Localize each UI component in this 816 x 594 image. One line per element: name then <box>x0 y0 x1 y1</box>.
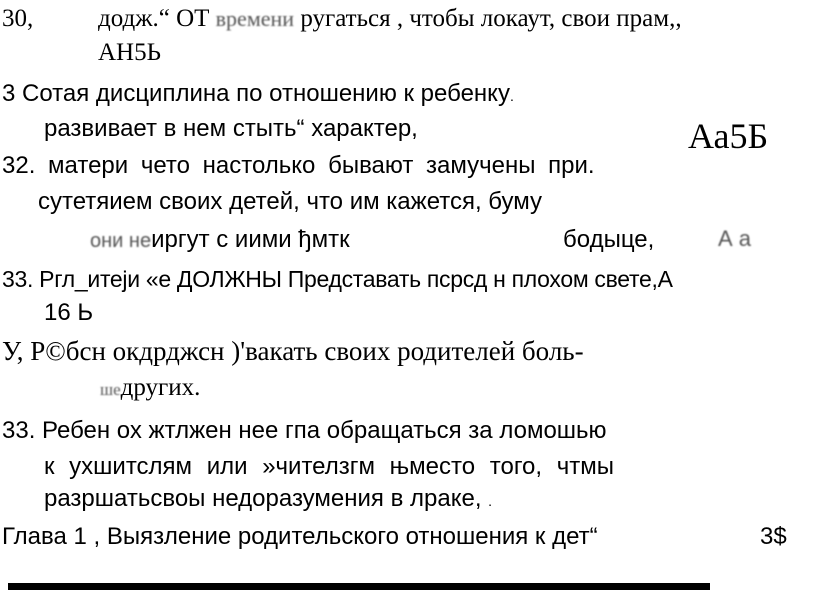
bottom-rule <box>8 583 710 590</box>
item-33b-line3-mark: . <box>488 493 493 509</box>
item-3-line2: развивает в нем стыть“ характер, <box>44 115 418 142</box>
item-30-pre: додж.“ ОТ <box>98 5 210 32</box>
item-33b-line3 <box>44 487 492 511</box>
item-30-blurred-word: времени <box>215 6 295 31</box>
item-u-line2 <box>100 375 200 400</box>
item-30-line1 <box>98 6 682 31</box>
item-30-post: ругаться , чтобы локаут, свои прам,, <box>300 5 682 32</box>
item-33a-line1: 33. Ргл_итеји «е ДОЛЖНЫ Представать псрсд н плохом свете,А <box>2 266 673 292</box>
item-32-line1: 32. матери чето настолько бывают замучены при. <box>2 152 595 179</box>
item-32-line3 <box>90 228 350 252</box>
item-32-line3-rest: иргут с иими ђмтк <box>151 226 350 253</box>
item-32-line2: сутетяием своих детей, что им кажется, буму <box>38 188 543 215</box>
margin-note: Аа5Б <box>688 116 769 156</box>
item-32-tag: А а <box>718 226 752 251</box>
item-30-number: 30, <box>2 5 34 32</box>
item-u-line1: У, Р©бсн окдрджсн )'вакать своих родителей боль- <box>2 336 584 366</box>
item-33b-line1: 33. Ребен ох жтлжен нее гпа обращаться за ломошью <box>2 417 607 444</box>
page-number: 3$ <box>760 523 787 550</box>
item-33b-line3-text: разршатьсвоы недоразумения в лраке, <box>44 485 482 512</box>
item-u-line2-rest: других. <box>120 374 201 401</box>
item-32-line3-right: бодыце, <box>563 226 655 253</box>
item-30-line2: АН5Ь <box>98 39 161 66</box>
item-33b-line2: к ухшитслям или »чителзгм њместо того, чтмы <box>44 453 614 480</box>
item-32-blurred-words: они не <box>90 230 152 252</box>
item-3-line1-text: 3 Сотая дисциплина по отношению к ребенку <box>2 80 510 107</box>
item-3-line1: 3 Сотая дисциплина по отношению к ребенку. <box>2 80 514 107</box>
item-u-blurred-word: ше <box>100 380 121 399</box>
item-33a-line2: 16 Ь <box>44 299 94 326</box>
chapter-footer: Глава 1 , Выязление родительского отношения к дет“ <box>2 523 598 550</box>
